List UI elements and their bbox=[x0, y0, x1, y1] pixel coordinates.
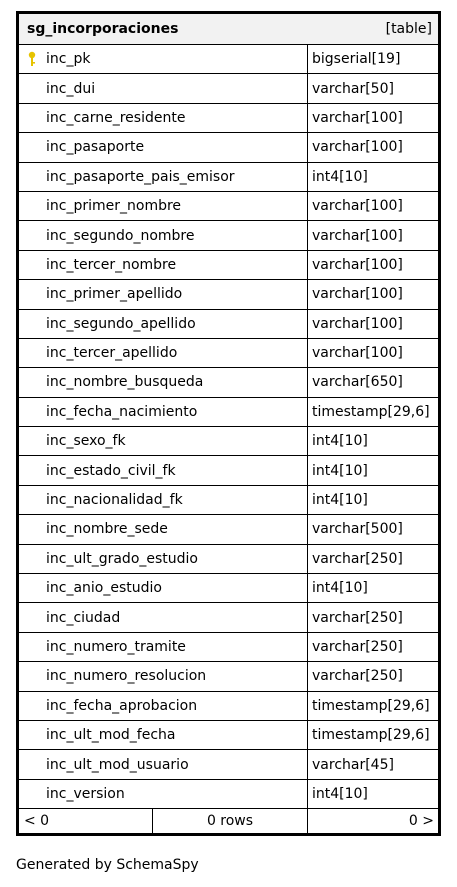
column-type: varchar[50] bbox=[312, 80, 394, 97]
column-name-cell bbox=[19, 780, 308, 808]
column-name-cell bbox=[19, 662, 308, 690]
column-type: varchar[250] bbox=[312, 668, 403, 685]
column-type: varchar[45] bbox=[312, 756, 394, 773]
column-type: int4[10] bbox=[312, 785, 368, 802]
column-name: inc_segundo_nombre bbox=[46, 227, 195, 244]
column-type: int4[10] bbox=[312, 433, 368, 450]
column-type: int4[10] bbox=[312, 580, 368, 597]
footer-right: 0 > bbox=[408, 813, 434, 830]
column-name: inc_nacionalidad_fk bbox=[46, 492, 183, 509]
column-name: inc_nombre_sede bbox=[46, 521, 168, 538]
table-row bbox=[19, 662, 438, 691]
column-name: inc_tercer_nombre bbox=[46, 256, 177, 273]
table-header bbox=[19, 14, 438, 45]
column-name-cell bbox=[19, 603, 308, 631]
table-row bbox=[19, 780, 438, 809]
column-name: inc_fecha_aprobacion bbox=[46, 697, 198, 714]
column-name: inc_version bbox=[46, 785, 125, 802]
table-row bbox=[19, 427, 438, 456]
column-name: inc_pk bbox=[46, 51, 91, 68]
column-type: varchar[250] bbox=[312, 609, 403, 626]
column-name: inc_segundo_apellido bbox=[46, 315, 196, 332]
column-name-cell bbox=[19, 339, 308, 367]
table-row bbox=[19, 74, 438, 103]
column-name-cell bbox=[19, 251, 308, 279]
column-name-cell bbox=[19, 456, 308, 484]
column-name: inc_fecha_nacimiento bbox=[46, 403, 198, 420]
table-row bbox=[19, 45, 438, 74]
table-row bbox=[19, 368, 438, 397]
column-type: varchar[100] bbox=[312, 345, 403, 362]
column-name: inc_numero_resolucion bbox=[46, 668, 207, 685]
column-name: inc_ult_mod_usuario bbox=[46, 756, 189, 773]
table-row bbox=[19, 104, 438, 133]
column-name-cell bbox=[19, 427, 308, 455]
column-name-cell bbox=[19, 74, 308, 102]
table-row bbox=[19, 721, 438, 750]
table-kind: [table] bbox=[385, 21, 432, 37]
column-name: inc_anio_estudio bbox=[46, 580, 162, 597]
column-name: inc_ult_grado_estudio bbox=[46, 550, 198, 567]
table-footer bbox=[19, 809, 438, 833]
column-name: inc_pasaporte bbox=[46, 139, 145, 156]
column-name: inc_tercer_apellido bbox=[46, 345, 178, 362]
column-type: timestamp[29,6] bbox=[312, 727, 430, 744]
column-name-cell bbox=[19, 104, 308, 132]
table-row bbox=[19, 603, 438, 632]
table-row bbox=[19, 486, 438, 515]
table-row bbox=[19, 398, 438, 427]
column-name-cell bbox=[19, 721, 308, 749]
entity-table bbox=[16, 11, 441, 836]
table-row bbox=[19, 163, 438, 192]
column-name: inc_primer_nombre bbox=[46, 198, 182, 215]
column-name: inc_ult_mod_fecha bbox=[46, 727, 176, 744]
table-row bbox=[19, 310, 438, 339]
column-type: int4[10] bbox=[312, 462, 368, 479]
table-row bbox=[19, 574, 438, 603]
column-type: varchar[100] bbox=[312, 286, 403, 303]
table-name: sg_incorporaciones bbox=[27, 21, 179, 37]
column-name-cell bbox=[19, 692, 308, 720]
column-type: varchar[650] bbox=[312, 374, 403, 391]
table-row bbox=[19, 192, 438, 221]
column-list bbox=[19, 45, 438, 809]
column-type: varchar[100] bbox=[312, 227, 403, 244]
column-name-cell bbox=[19, 574, 308, 602]
table-row bbox=[19, 545, 438, 574]
column-name-cell bbox=[19, 192, 308, 220]
table-row bbox=[19, 750, 438, 779]
column-name: inc_ciudad bbox=[46, 609, 121, 626]
column-name-cell bbox=[19, 398, 308, 426]
column-type: varchar[100] bbox=[312, 256, 403, 273]
table-row bbox=[19, 633, 438, 662]
generator-credit: Generated by SchemaSpy bbox=[16, 857, 199, 873]
column-name: inc_nombre_busqueda bbox=[46, 374, 204, 391]
column-name-cell bbox=[19, 45, 308, 73]
column-type: varchar[500] bbox=[312, 521, 403, 538]
column-type: timestamp[29,6] bbox=[312, 403, 430, 420]
column-type: int4[10] bbox=[312, 492, 368, 509]
column-name-cell bbox=[19, 515, 308, 543]
table-row bbox=[19, 280, 438, 309]
column-type: varchar[100] bbox=[312, 139, 403, 156]
column-name: inc_pasaporte_pais_emisor bbox=[46, 168, 235, 185]
column-name-cell bbox=[19, 133, 308, 161]
table-row bbox=[19, 133, 438, 162]
column-name-cell bbox=[19, 633, 308, 661]
column-name: inc_dui bbox=[46, 80, 96, 97]
column-name-cell bbox=[19, 750, 308, 778]
footer-left: < 0 bbox=[19, 809, 153, 833]
column-name-cell bbox=[19, 486, 308, 514]
table-row bbox=[19, 692, 438, 721]
column-name: inc_carne_residente bbox=[46, 109, 186, 126]
table-row bbox=[19, 339, 438, 368]
table-row bbox=[19, 456, 438, 485]
column-type: bigserial[19] bbox=[312, 51, 401, 68]
column-type: varchar[250] bbox=[312, 639, 403, 655]
column-type: varchar[100] bbox=[312, 315, 403, 332]
column-name-cell bbox=[19, 221, 308, 249]
table-row bbox=[19, 251, 438, 280]
column-type: varchar[100] bbox=[312, 198, 403, 215]
table-row bbox=[19, 221, 438, 250]
column-type: int4[10] bbox=[312, 168, 368, 185]
column-name-cell bbox=[19, 368, 308, 396]
column-name: inc_numero_tramite bbox=[46, 639, 186, 655]
column-type: timestamp[29,6] bbox=[312, 697, 430, 714]
column-name-cell bbox=[19, 310, 308, 338]
column-name: inc_estado_civil_fk bbox=[46, 462, 176, 479]
column-name-cell bbox=[19, 545, 308, 573]
column-name: inc_primer_apellido bbox=[46, 286, 183, 303]
column-name: inc_sexo_fk bbox=[46, 433, 126, 450]
column-name-cell bbox=[19, 163, 308, 191]
footer-row-count: 0 rows bbox=[153, 809, 308, 833]
column-type: varchar[250] bbox=[312, 550, 403, 567]
key-icon bbox=[27, 51, 37, 67]
column-type: varchar[100] bbox=[312, 109, 403, 126]
table-row bbox=[19, 515, 438, 544]
column-name-cell bbox=[19, 280, 308, 308]
